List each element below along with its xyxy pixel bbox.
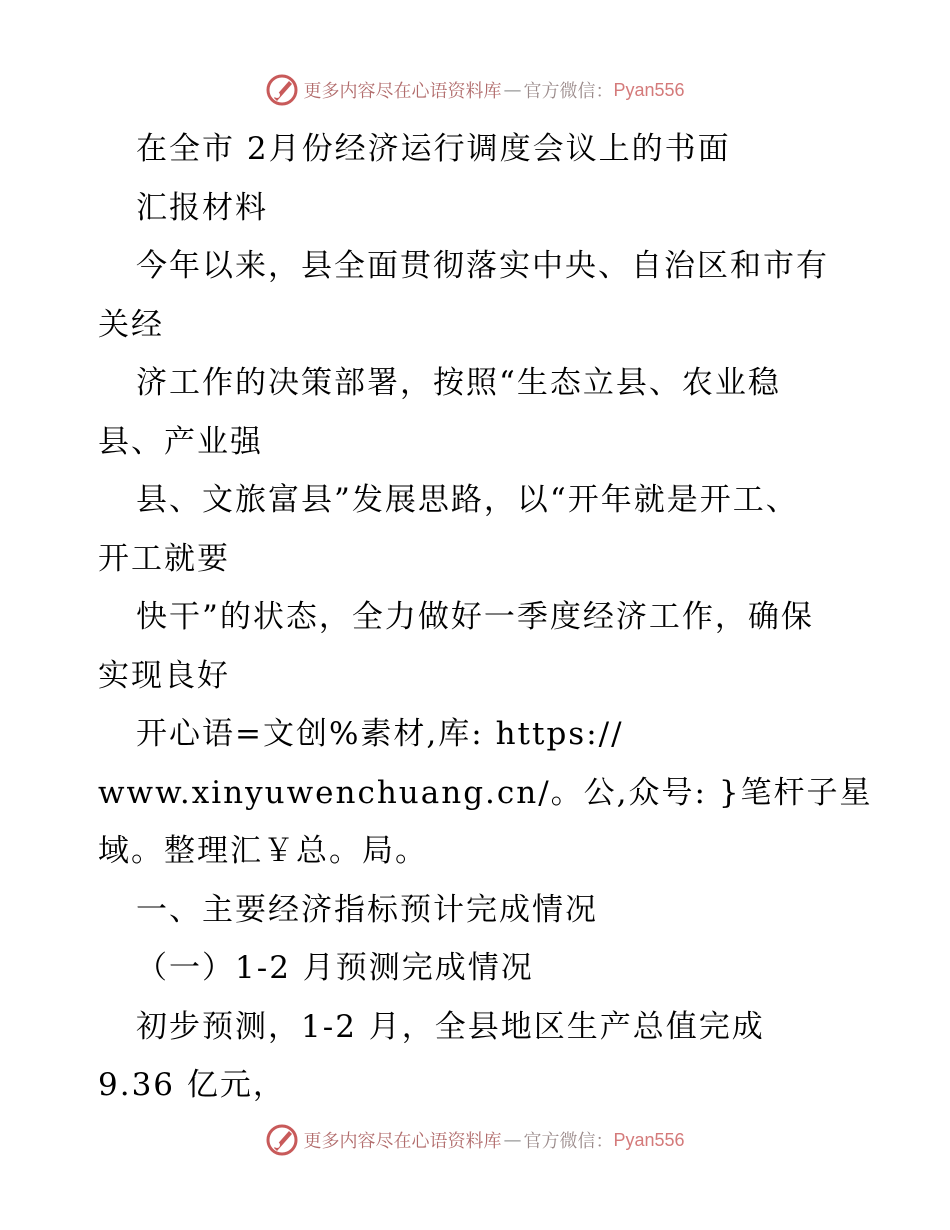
paragraph-line: 一、主要经济指标预计完成情况 xyxy=(136,891,598,928)
paragraph-line: 域。整理汇￥总。局。 xyxy=(98,833,428,869)
watermark-main-text: 更多内容尽在心语资料库 xyxy=(303,1131,502,1152)
paragraph-line: 9.36 亿元， xyxy=(98,1067,286,1103)
document-body xyxy=(98,120,878,1115)
paragraph-line: www.xinyuwenchuang.cn/。公,众号: }笔杆子星 xyxy=(98,774,873,811)
paragraph-line: 县、文旅富县”发展思路，以“开年就是开工、 xyxy=(136,482,799,518)
watermark-wechat-label: 官方微信： xyxy=(523,81,614,102)
watermark-wechat-id: Pyan556 xyxy=(613,1129,685,1150)
paragraph-line: 开心语=文创%素材,库: https:// xyxy=(136,716,624,752)
paragraph-line: 快干”的状态，全力做好一季度经济工作，确保 xyxy=(136,599,814,635)
paragraph-line: 实现良好 xyxy=(98,657,230,694)
pen-logo-icon xyxy=(265,73,299,107)
header-watermark xyxy=(0,70,950,110)
paragraph-line: 关经 xyxy=(98,306,164,343)
watermark-dash: — xyxy=(503,79,522,101)
paragraph-line: 初步预测，1-2 月，全县地区生产总值完成 xyxy=(136,1008,765,1045)
paragraph-line: 济工作的决策部署，按照“生态立县、农业稳 xyxy=(136,365,781,401)
paragraph-line: 开工就要 xyxy=(98,540,230,577)
watermark-main-text: 更多内容尽在心语资料库 xyxy=(303,81,502,102)
paragraph-line: 县、产业强 xyxy=(98,423,263,460)
paragraph-line: 汇报材料 xyxy=(136,189,268,226)
paragraph-line: 今年以来，县全面贯彻落实中央、自治区和市有 xyxy=(136,248,829,284)
watermark-wechat-label: 官方微信： xyxy=(523,1131,614,1152)
pen-logo-icon xyxy=(265,1123,299,1157)
paragraph-line: 在全市 2月份经济运行调度会议上的书面 xyxy=(136,131,731,167)
footer-watermark xyxy=(0,1120,950,1160)
watermark-dash: — xyxy=(503,1129,522,1151)
watermark-wechat-id: Pyan556 xyxy=(613,79,685,100)
paragraph-line: （一）1-2 月预测完成情况 xyxy=(136,950,534,986)
